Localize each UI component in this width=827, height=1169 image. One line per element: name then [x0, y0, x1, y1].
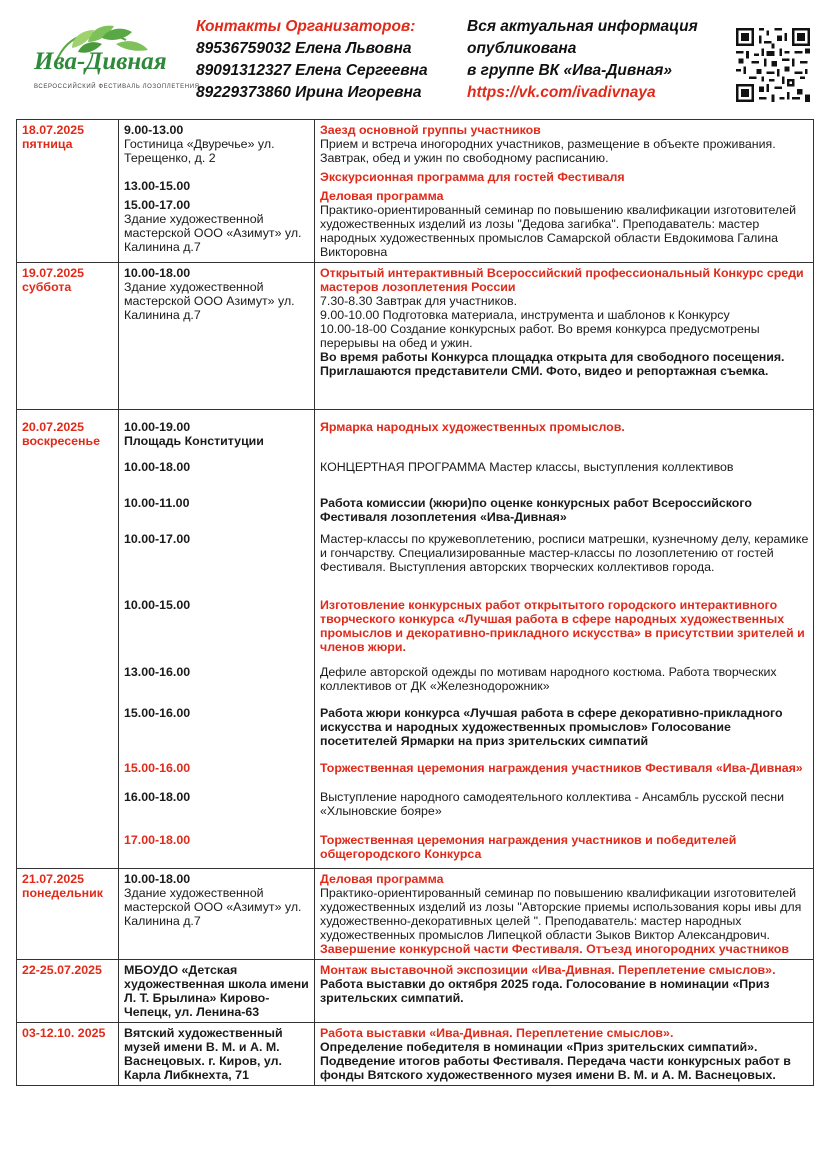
time-label: 10.00-18.00: [124, 460, 191, 474]
vk-group-link[interactable]: https://vk.com/ivadivnaya: [467, 84, 656, 101]
time-label: 10.00-19.00: [124, 420, 191, 434]
place-label: Гостиница «Двуречье» ул. Терещенко, д. 2: [124, 137, 275, 165]
schedule-table: [16, 119, 814, 1086]
event-title: Открытый интерактивный Всероссийский профессиональный Конкурс среди мастеров лозоплетения России: [320, 266, 804, 294]
day-row-18-07: [17, 120, 814, 263]
info-block: [467, 16, 698, 104]
event-title: Торжественная церемония награждения участников и победителей общегородского Конкурса: [320, 833, 737, 861]
event-title: Завершение конкурсной части Фестиваля. Отъезд иногородних участников: [320, 942, 789, 956]
event-text: Дефиле авторской одежды по мотивам народного костюма. Работа творческих коллективов от ДК «Железнодорожник»: [320, 665, 777, 693]
date-label: 18.07.2025: [22, 123, 85, 137]
event-text: КОНЦЕРТНАЯ ПРОГРАММА Мастер классы, выступления коллективов: [320, 460, 734, 474]
event-title: Деловая программа: [320, 872, 444, 886]
logo-title: Ива-Дивная: [34, 48, 167, 75]
place-label: Площадь Конституции: [124, 434, 264, 448]
time-label: 15.00-16.00: [124, 706, 191, 720]
time-label: 10.00-15.00: [124, 598, 191, 612]
header: [0, 0, 827, 118]
place-label: МБОУДО «Детская художественная школа имени Л. Т. Брылина» Кирово-Чепецк, ул. Ленина-63: [124, 963, 309, 1019]
date-cell: [17, 410, 119, 869]
event-bold-text: Определение победителя в номинации «Приз зрительских симпатий». Подведение итогов работы Фестиваля. Передача части конкурсных работ в фонды Вятского художественного музея имени В. М. и А. М. Васнецовых.: [320, 1040, 791, 1082]
time-place-cell: [119, 263, 315, 410]
weekday-label: понедельник: [22, 886, 103, 900]
contact-line: 89229373860 Ирина Игоревна: [196, 84, 422, 101]
event-bold-text: Работа выставки до октября 2025 года. Голосование в номинации «Приз зрительских симпатий.: [320, 977, 770, 1005]
place-label: Здание художественной мастерской ООО Азимут» ул. Калинина д.7: [124, 280, 295, 322]
qr-code-icon[interactable]: [736, 28, 810, 102]
contacts-title: Контакты Организаторов:: [196, 18, 416, 35]
time-label: 10.00-18.00: [124, 872, 191, 886]
time-label: 13.00-15.00: [124, 179, 191, 193]
time-label: 10.00-11.00: [124, 496, 190, 510]
time-place-cell: [119, 869, 315, 960]
day-row-20-07: [17, 410, 814, 869]
row-22-25-07: [17, 960, 814, 1023]
event-line: 10.00-18-00 Создание конкурсных работ. Во время конкурса предусмотрены перерывы на обед и ужин.: [320, 322, 760, 350]
event-cell: [315, 960, 814, 1023]
weekday-label: воскресенье: [22, 434, 101, 448]
event-text: Прием и встреча иногородних участников, размещение в объекте проживания. Завтрак, обед и ужин по свободному расписанию.: [320, 137, 776, 165]
event-cell: [315, 1023, 814, 1086]
event-title: Экскурсионная программа для гостей Фестиваля: [320, 170, 625, 184]
day-row-19-07: [17, 263, 814, 410]
time-label: 15.00-17.00: [124, 198, 191, 212]
info-line: в группе ВК «Ива-Дивная»: [467, 62, 672, 79]
event-bold-text: Работа комиссии (жюри)по оценке конкурсных работ Всероссийского Фестиваля лозоплетения «Ива-Дивная»: [320, 496, 752, 524]
event-line: 7.30-8.30 Завтрак для участников.: [320, 294, 518, 308]
date-cell: [17, 263, 119, 410]
event-text: Практико-ориентированный семинар по повышению квалификации изготовителей художественных изделий из лозы "Авторские приемы использования коры ивы для художественно-декоративных целей ". Преподаватель: мастер народных художественных промыслов Липецкой области Зыков Виктор Александрович.: [320, 886, 802, 942]
time-label: 10.00-17.00: [124, 532, 191, 546]
event-title: Заезд основной группы участников: [320, 123, 541, 137]
contact-line: 89536759032 Елена Львовна: [196, 40, 412, 57]
weekday-label: пятница: [22, 137, 73, 151]
event-title: Монтаж выставочной экспозиции «Ива-Дивная. Переплетение смыслов».: [320, 963, 776, 977]
logo-subtitle: ВСЕРОССИЙСКИЙ ФЕСТИВАЛЬ ЛОЗОПЛЕТЕНИЯ: [34, 84, 200, 90]
event-bold-text: Работа жюри конкурса «Лучшая работа в сфере декоративно-прикладного искусства и народных художественных промыслов» Голосование посетителей Ярмарки на приз зрительских симпатий: [320, 706, 783, 748]
place-cell: [119, 1023, 315, 1086]
date-cell: [17, 869, 119, 960]
date-cell: [17, 120, 119, 263]
date-label: 19.07.2025: [22, 266, 85, 280]
date-cell: [17, 960, 119, 1023]
place-label: Вятский художественный музей имени В. М. и А. М. Васнецовых. г. Киров, ул. Карла Либкнехта, 71: [124, 1026, 283, 1082]
event-title: Изготовление конкурсных работ открытытого городского интерактивного творческого конкурса «Лучшая работа в сфере народных художественных промыслов и декоративно-прикладного искусства» в присутствии зрителей и членов жюри.: [320, 598, 805, 654]
place-cell: [119, 960, 315, 1023]
event-cell: [315, 263, 814, 410]
time-label: 9.00-13.00: [124, 123, 184, 137]
time-label: 10.00-18.00: [124, 266, 191, 280]
festival-logo: [28, 22, 200, 102]
event-title: Торжественная церемония награждения участников Фестиваля «Ива-Дивная»: [320, 761, 803, 775]
time-label: 17.00-18.00: [124, 833, 191, 847]
event-line: 9.00-10.00 Подготовка материала, инструмента и шаблонов к Конкурсу: [320, 308, 730, 322]
event-cell: [315, 869, 814, 960]
date-label: 22-25.07.2025: [22, 963, 102, 977]
organizer-contacts: [196, 16, 428, 104]
place-label: Здание художественной мастерской ООО «Азимут» ул. Калинина д.7: [124, 886, 302, 928]
event-title: Деловая программа: [320, 189, 444, 203]
date-label: 03-12.10. 2025: [22, 1026, 106, 1040]
date-label: 21.07.2025: [22, 872, 85, 886]
time-label: 13.00-16.00: [124, 665, 191, 679]
event-bold-text: Во время работы Конкурса площадка открыта для свободного посещения. Приглашаются представители СМИ. Фото, видео и репортажная съемка.: [320, 350, 785, 378]
date-cell: [17, 1023, 119, 1086]
event-text: Мастер-классы по кружевоплетению, росписи матрешки, кузнечному делу, керамике и гончарству. Специализированные мастер-классы по лозоплетению от гостей Фестиваля. Выступления авторских творческих коллективов города.: [320, 532, 809, 574]
event-title: Работа выставки «Ива-Дивная. Переплетение смыслов».: [320, 1026, 674, 1040]
info-line: опубликована: [467, 40, 577, 57]
time-label: 16.00-18.00: [124, 790, 191, 804]
event-title: Ярмарка народных художественных промыслов.: [320, 420, 625, 434]
time-place-cell: [119, 120, 315, 263]
event-cell: [315, 120, 814, 263]
date-label: 20.07.2025: [22, 420, 85, 434]
time-label: 15.00-16.00: [124, 761, 191, 775]
info-line: Вся актуальная информация: [467, 18, 698, 35]
contact-line: 89091312327 Елена Сергеевна: [196, 62, 428, 79]
weekday-label: суббота: [22, 280, 72, 294]
place-label: Здание художественной мастерской ООО «Азимут» ул. Калинина д.7: [124, 212, 302, 254]
event-cell: [315, 410, 814, 869]
time-place-cell: [119, 410, 315, 869]
event-text: Выступление народного самодеятельного коллектива - Ансамбль русской песни «Хлыновские бояре»: [320, 790, 785, 818]
row-03-12-10: [17, 1023, 814, 1086]
day-row-21-07: [17, 869, 814, 960]
event-text: Практико-ориентированный семинар по повышению квалификации изготовителей художественных изделий из лозы "Дедова загибка". Преподаватель: мастер народных художественных промыслов Самарской области Евдокимова Галина Викторовна: [320, 203, 797, 259]
